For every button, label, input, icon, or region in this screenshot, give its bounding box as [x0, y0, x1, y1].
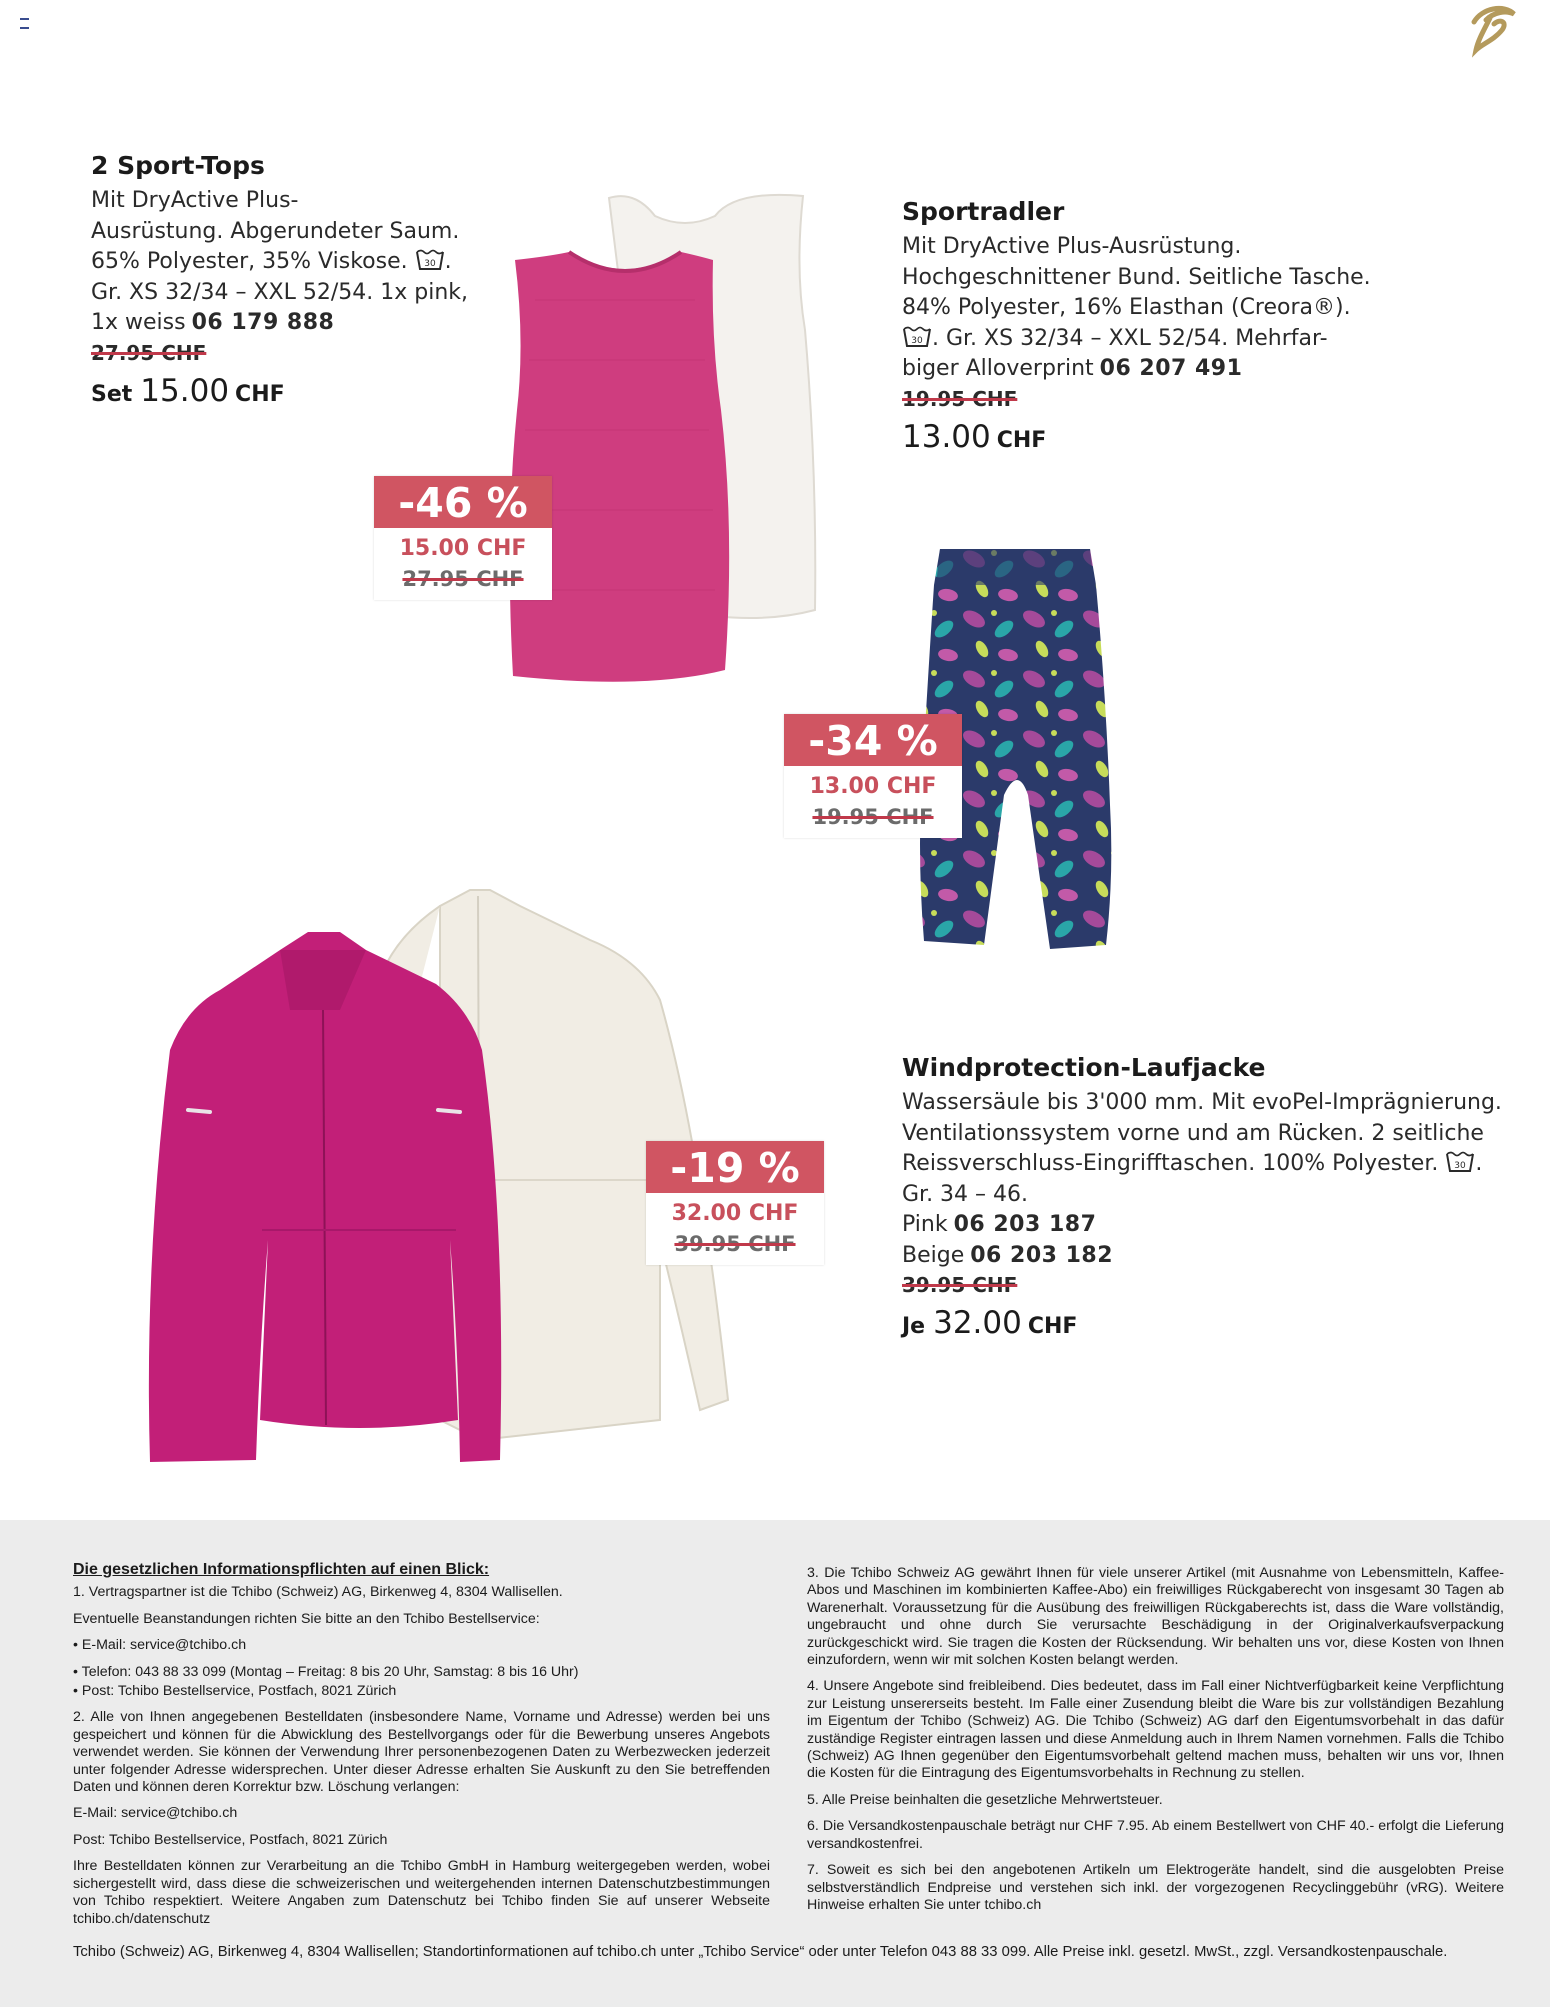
product-desc-line — [902, 324, 1371, 355]
article-number: 06 207 491 — [1099, 356, 1243, 381]
product-size-text: . Gr. XS 32/34 – XXL 52/54. Mehrfar- — [932, 325, 1328, 351]
product-variant-line — [902, 354, 1371, 385]
badge-old-price: 19.95 CHF — [812, 805, 934, 829]
product-desc-text: Reissverschluss-Eingrifftaschen. 100% Polyester. — [902, 1151, 1439, 1176]
discount-percent: -19 % — [646, 1141, 824, 1193]
variant-label: biger Alloverprint — [902, 356, 1094, 381]
legal-paragraph: Ihre Bestelldaten können zur Verarbeitung an die Tchibo GmbH in Hamburg weitergegeben werden, wobei sichergestellt wird, dass diese die schweizerischen und weitergehenden internen Datenschutzbestimmungen von Tchibo respektiert. Weitere Angaben zum Datenschutz bei Tchibo finden Sie auf unserer Webseite tchibo.ch/datenschutz — [73, 1858, 770, 1927]
product-sport-tops — [91, 150, 468, 416]
price-value: 13.00 — [902, 418, 991, 455]
wash-temp: 30 — [1454, 1161, 1467, 1171]
badge-price: 15.00 CHF — [399, 536, 527, 561]
old-price: 39.95 CHF — [902, 1273, 1018, 1297]
price-value: 15.00 — [140, 372, 230, 409]
old-price: 19.95 CHF — [902, 386, 1018, 411]
product-sportradler — [902, 196, 1371, 462]
product-variant-line — [902, 1241, 1502, 1272]
price-currency: CHF — [996, 427, 1047, 453]
wash-30-icon — [1445, 1151, 1475, 1173]
product-desc-line: Mit DryActive Plus-Ausrüstung. — [902, 234, 1242, 259]
legal-paragraph: Eventuelle Beanstandungen richten Sie bitte an den Tchibo Bestellservice: — [73, 1610, 540, 1627]
legal-paragraph: • Post: Tchibo Bestellservice, Postfach, 8021 Zürich — [73, 1683, 397, 1700]
product-title: 2 Sport-Tops — [91, 151, 265, 180]
current-price — [902, 417, 1371, 462]
legal-paragraph: 5. Alle Preise beinhalten die gesetzliche Mehrwertsteuer. — [807, 1791, 1163, 1808]
discount-percent: -34 % — [784, 714, 962, 766]
product-desc-line: Gr. 34 – 46. — [902, 1181, 1029, 1207]
article-number: 06 179 888 — [191, 310, 335, 335]
legal-heading: Die gesetzlichen Informationspflichten auf einen Blick: — [73, 1561, 490, 1578]
product-desc-line: 84% Polyester, 16% Elasthan (Creora®). — [902, 295, 1351, 320]
legal-info-section — [0, 1520, 1550, 2007]
discount-percent: -46 % — [374, 476, 552, 528]
discount-badge — [374, 476, 552, 600]
product-title: Sportradler — [902, 197, 1065, 226]
product-desc-line: Gr. XS 32/34 – XXL 52/54. 1x pink, — [91, 279, 469, 305]
discount-badge — [784, 714, 962, 838]
product-title: Windprotection-Laufjacke — [902, 1053, 1266, 1082]
legal-paragraph: 7. Soweit es sich bei den angebotenen Artikeln um Elektrogeräte handelt, sind die ausgelobten Preise selbstverständlich Endpreise und verstehen sich inkl. der vorgezogenen Recyclinggebühr (vRG). Weitere Hinweise erhalten Sie unter tchibo.ch — [807, 1862, 1504, 1913]
badge-old-price: 27.95 CHF — [402, 567, 524, 591]
legal-paragraph: 2. Alle von Ihnen angegebenen Bestelldaten (insbesondere Name, Vorname und Adresse) werden bei uns gespeichert und können für die Abwicklung des Bestellvorgangs oder für die Bewerbung unseres Angebots verwendet werden. Sie können der Verwendung Ihrer personenbezogenen Daten zu Werbezwecken jederzeit unter folgender Adresse widersprechen. Unter dieser Adresse erhalten Sie Auskunft zu den Sie betreffenden Daten und können deren Korrektur bzw. Löschung verlangen: — [73, 1709, 770, 1796]
legal-paragraph: 1. Vertragspartner ist die Tchibo (Schweiz) AG, Birkenweg 4, 8304 Wallisellen. — [73, 1584, 563, 1601]
legal-column-right — [807, 1565, 1504, 1923]
article-number: 06 203 182 — [970, 1242, 1114, 1268]
price-currency: CHF — [235, 381, 285, 407]
product-desc-line: Hochgeschnittener Bund. Seitliche Tasche. — [902, 264, 1371, 290]
product-variant-line — [91, 308, 468, 339]
product-variant-line — [902, 1210, 1502, 1241]
wash-temp: 30 — [911, 335, 923, 346]
legal-paragraph: E-Mail: service@tchibo.ch — [73, 1805, 238, 1822]
current-price — [91, 371, 468, 416]
wash-temp: 30 — [423, 259, 436, 269]
legal-paragraph: 3. Die Tchibo Schweiz AG gewährt Ihnen für viele unserer Artikel (mit Ausnahme von Lebensmitteln, Kaffee-Abos und Maschinen im kombinierten Kaffee-Abo) ein freiwilliges Rückgaberecht von insgesamt 30 Tagen ab Warenerhalt. Voraussetzung für die Ausübung des freiwilligen Rückgaberechts ist, dass die Ware vollständig, ungebraucht und ohne durch Sie verursachte Beschädigung in der Originalverkaufsverpackung zurückgeschickt wird. Sie tragen die Kosten der Rücksendung. Wir behalten uns vor, diese Kosten von Ihnen einzufordern, wenn wir mit solchen Kosten belangt werden. — [807, 1565, 1504, 1669]
price-currency: CHF — [1027, 1314, 1078, 1339]
sport-tops-image — [495, 190, 825, 690]
variant-label: Beige — [902, 1242, 965, 1268]
product-desc-line: Mit DryActive Plus- — [91, 188, 299, 213]
variant-label: Pink — [902, 1212, 948, 1237]
old-price: 27.95 CHF — [91, 340, 207, 365]
legal-paragraph: • E-Mail: service@tchibo.ch — [73, 1637, 247, 1654]
current-price — [902, 1303, 1502, 1348]
legal-paragraph: Post: Tchibo Bestellservice, Postfach, 8021 Zürich — [73, 1831, 388, 1848]
legal-paragraph: 6. Die Versandkostenpauschale beträgt nur CHF 7.95. Ab einem Bestellwert von CHF 40.- erfolgt die Lieferung versandkostenfrei. — [807, 1818, 1504, 1852]
legal-column-left — [73, 1561, 770, 1937]
badge-old-price: 39.95 CHF — [674, 1232, 796, 1256]
wash-30-icon — [415, 249, 445, 271]
menu-icon[interactable] — [20, 18, 29, 29]
product-laufjacke — [902, 1052, 1502, 1348]
discount-badge — [646, 1141, 824, 1265]
badge-price: 32.00 CHF — [671, 1201, 799, 1226]
legal-paragraph: • Telefon: 043 88 33 099 (Montag – Freitag: 8 bis 20 Uhr, Samstag: 8 bis 16 Uhr) — [73, 1663, 579, 1680]
product-desc-line: Wassersäule bis 3'000 mm. Mit evoPel-Imprägnierung. — [902, 1090, 1502, 1115]
tchibo-logo-icon — [1460, 0, 1520, 58]
badge-price: 13.00 CHF — [809, 774, 937, 799]
wash-30-icon — [902, 326, 932, 348]
legal-paragraph: 4. Unsere Angebote sind freibleibend. Dies bedeutet, dass im Fall einer Nichtverfügbarkeit keine Verpflichtung zur Leistung unsererseits besteht. Im Falle einer Zusendung bleibt die Ware bis zur vollständigen Bezahlung im Eigentum der Tchibo (Schweiz) AG. Die Tchibo (Schweiz) AG darf den Eigentumsvorbehalt in das dafür zuständige Register eintragen lassen und diese Anmeldung auch in Ihrem Namen vornehmen. Falls die Tchibo (Schweiz) AG Ihnen gegenüber den Eigentumsvorbehalt geltend machen muss, behalten wir uns vor, Ihnen die Kosten für die Eintragung des Eigentumsvorbehalts in Rechnung zu stellen. — [807, 1678, 1504, 1782]
product-desc-text: 65% Polyester, 35% Viskose. — [91, 249, 408, 274]
article-number: 06 203 187 — [953, 1212, 1097, 1237]
product-desc-line: Ventilationssystem vorne und am Rücken. 2 seitliche — [902, 1120, 1484, 1146]
price-prefix: Set — [91, 381, 133, 407]
product-desc-line: 65% Polyester, 35% Viskose. 30 . — [91, 249, 452, 274]
price-value: 32.00 — [933, 1305, 1022, 1341]
legal-footer: Tchibo (Schweiz) AG, Birkenweg 4, 8304 Wallisellen; Standortinformationen auf tchibo.ch unter „Tchibo Service“ oder unter Telefon 043 88 33 099. Alle Preise inkl. gesetzl. MwSt., zzgl. Versandkostenpauschale. — [73, 1944, 1448, 1960]
price-prefix: Je — [902, 1314, 926, 1339]
product-desc-line: Reissverschluss-Eingrifftaschen. 100% Polyester. 30 . — [902, 1151, 1483, 1176]
variant-label: 1x weiss — [91, 310, 186, 335]
product-desc-line: Ausrüstung. Abgerundeter Saum. — [91, 218, 460, 244]
